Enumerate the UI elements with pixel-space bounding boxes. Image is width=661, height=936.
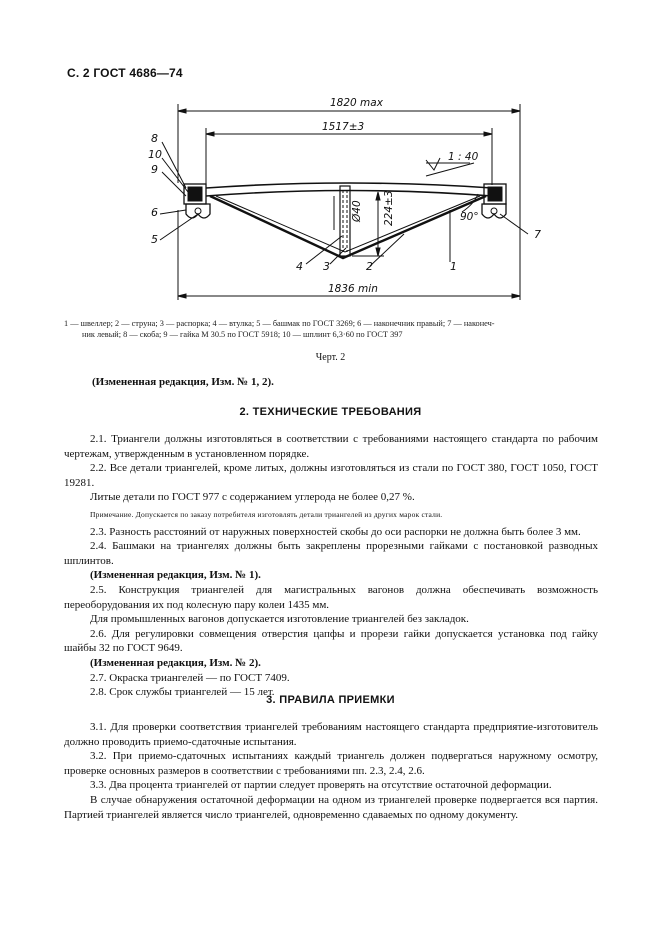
paragraph: 2.7. Окраска триангелей — по ГОСТ 7409. bbox=[90, 671, 290, 684]
label-2: 2 bbox=[366, 260, 373, 273]
paragraph: 2.5. Конструкция триангелей для магистральных вагонов должна обеспечивать возможность переоборудования их под колесную пару колеи 1435 мм. bbox=[64, 583, 598, 611]
label-5: 5 bbox=[151, 233, 158, 246]
section-3-body bbox=[64, 720, 598, 822]
page-header: С. 2 ГОСТ 4686—74 bbox=[67, 66, 183, 80]
drawing-legend bbox=[64, 318, 604, 340]
label-9: 9 bbox=[151, 163, 158, 176]
paragraph: 2.6. Для регулировки совмещения отверстия цапфы и прорези гайки допускается установка под гайку шайбы 32 по ГОСТ 9649. bbox=[64, 627, 598, 655]
paragraph: 2.1. Триангели должны изготовляться в соответствии с требованиями настоящего стандарта по рабочим чертежам, утвержденным в установленном порядке. bbox=[64, 433, 598, 460]
legend-line-2: ник левый; 8 — скоба; 9 — гайка М 30.5 по ГОСТ 5918; 10 — шплинт 6,3·60 по ГОСТ 397 bbox=[82, 330, 403, 339]
dim-overall-max: 1820 max bbox=[330, 97, 383, 109]
dim-height: 224±3 bbox=[383, 190, 395, 226]
dim-center-distance: 1517±3 bbox=[322, 121, 365, 133]
dim-diameter: Ø40 bbox=[351, 200, 363, 222]
paragraph: 3.2. При приемо-сдаточных испытаниях каждый триангель должен подвергаться наружному осмотру, проверке основных размеров в соответствии с требованиями пп. 2.3, 2.4, 2.6. bbox=[64, 750, 598, 777]
paragraph: 2.2. Все детали триангелей, кроме литых, должны изготовляться из стали по ГОСТ 380, ГОСТ 1050, ГОСТ 19281. bbox=[64, 462, 598, 489]
label-4: 4 bbox=[296, 260, 303, 273]
revision-note: (Измененная редакция, Изм. № 1). bbox=[90, 569, 261, 582]
label-7: 7 bbox=[534, 228, 541, 241]
revision-note: (Измененная редакция, Изм. № 2). bbox=[90, 656, 261, 669]
triangle-drawing bbox=[0, 0, 661, 320]
paragraph: 3.3. Два процента триангелей от партии следует проверять на отсутствие остаточной деформации. bbox=[90, 779, 552, 792]
section-2-title: 2. ТЕХНИЧЕСКИЕ ТРЕБОВАНИЯ bbox=[239, 406, 422, 418]
section-2-body bbox=[64, 432, 598, 700]
revision-note: (Измененная редакция, Изм. № 1, 2). bbox=[92, 376, 274, 388]
dim-overall-min: 1836 min bbox=[328, 283, 378, 295]
label-3: 3 bbox=[323, 260, 330, 273]
paragraph: 2.8. Срок службы триангелей — 15 лет. bbox=[90, 686, 275, 699]
paragraph: 2.4. Башмаки на триангелях должны быть закреплены прорезными гайками с постановкой разводных шплинтов. bbox=[64, 540, 598, 567]
drawing-caption: Черт. 2 bbox=[315, 352, 346, 363]
label-6: 6 bbox=[151, 206, 158, 219]
dim-slope: 1 : 40 bbox=[448, 151, 479, 163]
dim-angle: 90° bbox=[460, 211, 479, 223]
label-8: 8 bbox=[151, 132, 158, 145]
paragraph: 2.3. Разность расстояний от наружных поверхностей скобы до оси распорки не должна быть более 3 мм. bbox=[90, 525, 581, 538]
legend-line-1: 1 — швеллер; 2 — струна; 3 — распорка; 4 — втулка; 5 — башмак по ГОСТ 3269; 6 — наконечник правый; 7 — наконеч- bbox=[64, 319, 495, 328]
note: Примечание. Допускается по заказу потребителя изготовлять детали триангелей из других марок стали. bbox=[90, 509, 443, 519]
paragraph: 3.1. Для проверки соответствия триангелей требованиям настоящего стандарта предприятие-изготовитель должно проводить приемо-сдаточные испытания. bbox=[64, 721, 598, 748]
paragraph: Литые детали по ГОСТ 977 с содержанием углерода не более 0,27 %. bbox=[90, 491, 415, 504]
paragraph: В случае обнаружения остаточной деформации на одном из триангелей проверке подвергается вся партия. Партией триангелей является число триангелей, одновременно сдаваемых по одному документу. bbox=[64, 793, 598, 821]
label-1: 1 bbox=[450, 260, 457, 273]
section-3-title: 3. ПРАВИЛА ПРИЕМКИ bbox=[266, 694, 395, 706]
paragraph: Для промышленных вагонов допускается изготовление триангелей без закладок. bbox=[90, 613, 469, 626]
label-10: 10 bbox=[148, 148, 162, 161]
